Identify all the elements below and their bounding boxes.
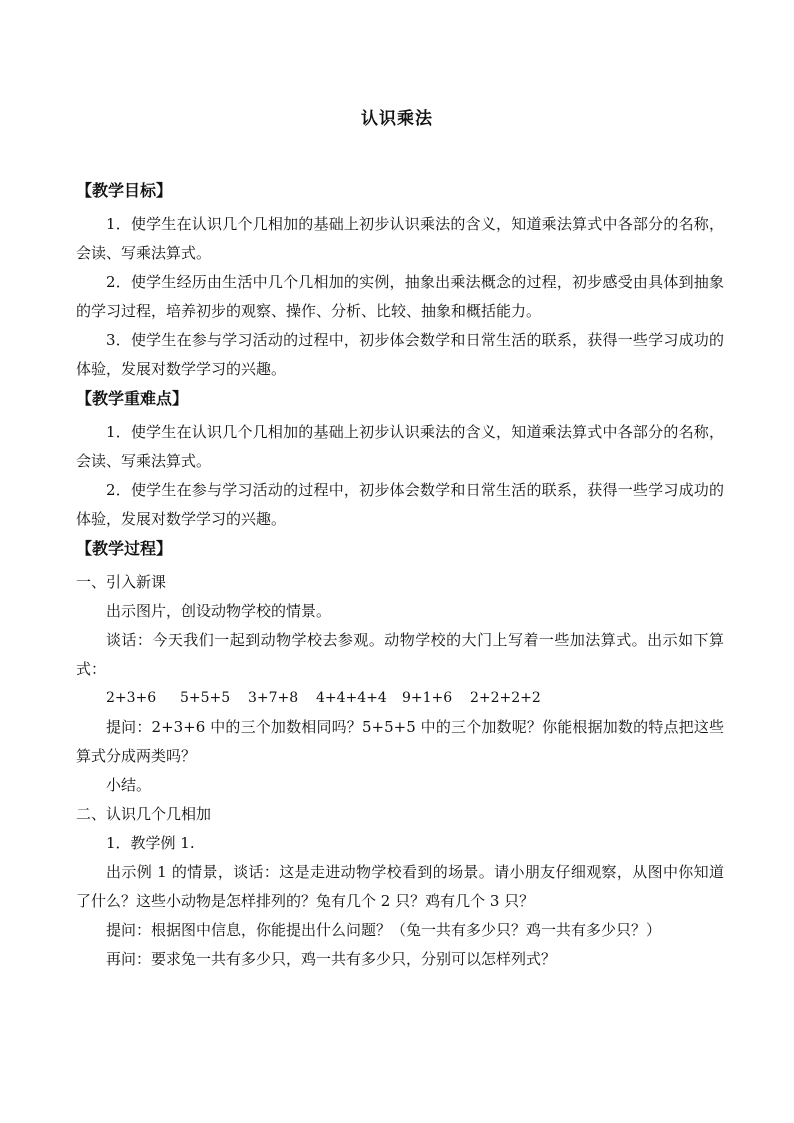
- process-paragraph: 再问：要求兔一共有多少只，鸡一共有多少只，分别可以怎样列式？: [106, 950, 557, 968]
- process-paragraph: 出示图片，创设动物学校的情景。: [106, 602, 332, 620]
- document-title: 认识乘法: [361, 109, 433, 129]
- equation: 2+2+2+2: [470, 690, 541, 706]
- document-body: [76, 176, 724, 974]
- equation-list: [76, 684, 724, 713]
- objective-item: 1．使学生在认识几个几相加的基础上初步认识乘法的含义，知道乘法算式中各部分的名称，会读、写乘法算式。: [76, 215, 724, 262]
- key-point-item: 1．使学生在认识几个几相加的基础上初步认识乘法的含义，知道乘法算式中各部分的名称，会读、写乘法算式。: [76, 423, 724, 470]
- section-heading-key-points: 【教学重难点】: [76, 389, 189, 408]
- equation: 4+4+4+4: [316, 690, 387, 706]
- equation: 5+5+5: [180, 690, 231, 706]
- equation: 3+7+8: [248, 690, 299, 706]
- process-paragraph: 谈话：今天我们一起到动物学校去参观。动物学校的大门上写着一些加法算式。出示如下算式：: [76, 631, 724, 678]
- section-heading-objectives: 【教学目标】: [76, 181, 173, 200]
- process-part-1-title: 一、引入新课: [76, 573, 167, 591]
- objective-item: 2．使学生经历由生活中几个几相加的实例，抽象出乘法概念的过程，初步感受由具体到抽象的学习过程，培养初步的观察、操作、分析、比较、抽象和概括能力。: [76, 273, 724, 320]
- section-heading-process: 【教学过程】: [76, 539, 173, 558]
- objective-item: 3．使学生在参与学习活动的过程中，初步体会数学和日常生活的联系，获得一些学习成功的体验，发展对数学学习的兴趣。: [76, 331, 724, 378]
- process-part-2-title: 二、认识几个几相加: [76, 805, 212, 823]
- key-point-item: 2．使学生在参与学习活动的过程中，初步体会数学和日常生活的联系，获得一些学习成功的体验，发展对数学学习的兴趣。: [76, 481, 724, 528]
- process-paragraph: 出示例 1 的情景，谈话：这是走进动物学校看到的场景。请小朋友仔细观察，从图中你知道了什么？这些小动物是怎样排列的？兔有几个 2 只？鸡有几个 3 只？: [76, 863, 724, 910]
- equation: 9+1+6: [402, 690, 453, 706]
- process-paragraph: 小结。: [106, 776, 152, 794]
- process-paragraph: 提问：根据图中信息，你能提出什么问题？（兔一共有多少只？鸡一共有多少只？）: [106, 921, 662, 939]
- equation: 2+3+6: [106, 690, 157, 706]
- process-paragraph: 1．教学例 1.: [106, 834, 195, 852]
- process-paragraph: 提问：2+3+6 中的三个加数相同吗？5+5+5 中的三个加数呢？你能根据加数的特点把这些算式分成两类吗？: [76, 718, 724, 765]
